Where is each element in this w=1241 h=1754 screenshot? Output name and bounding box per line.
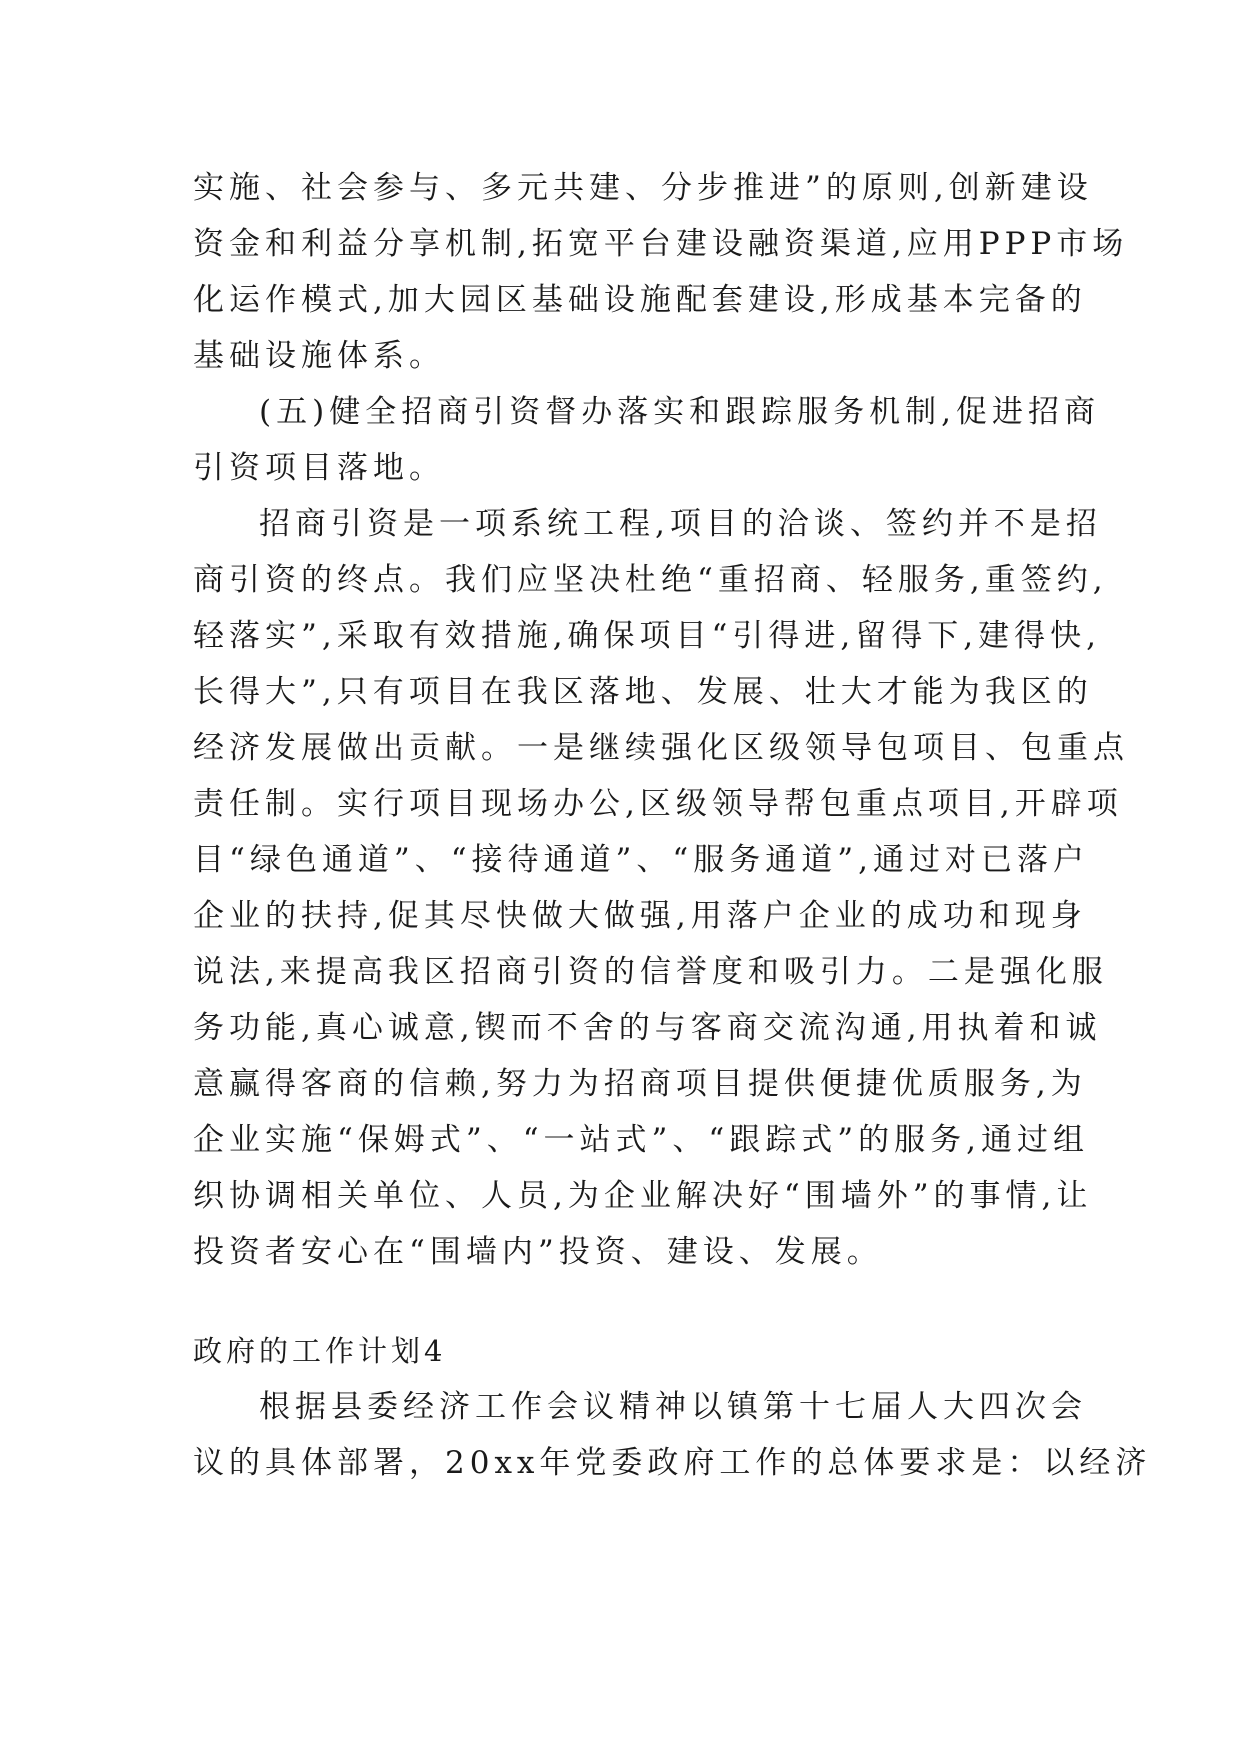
text-line: 意赢得客商的信赖,努力为招商项目提供便捷优质服务,为: [193, 1066, 1087, 1102]
text-line: 引资项目落地。: [193, 450, 445, 486]
paragraph-infrastructure: [193, 160, 1129, 384]
text-line: 资金和利益分享机制,拓宽平台建设融资渠道,应用PPP市场: [193, 226, 1129, 262]
section-heading: 政府的工作计划4: [193, 1334, 447, 1368]
text-line: 根据县委经济工作会议精神以镇第十七届人大四次会: [259, 1389, 1087, 1425]
text-line: 化运作模式,加大园区基础设施配套建设,形成基本完备的: [193, 282, 1087, 318]
text-line: 说法,来提高我区招商引资的信誉度和吸引力。二是强化服: [193, 954, 1108, 990]
text-line: 实施、社会参与、多元共建、分步推进”的原则,创新建设: [193, 170, 1093, 206]
text-line: 企业的扶持,促其尽快做大做强,用落户企业的成功和现身: [193, 898, 1087, 934]
text-line: 织协调相关单位、人员,为企业解决好“围墙外”的事情,让: [193, 1178, 1093, 1214]
text-line: (五)健全招商引资督办落实和跟踪服务机制,促进招商: [259, 394, 1101, 430]
text-line: 基础设施体系。: [193, 338, 445, 374]
text-line: 商引资的终点。我们应坚决杜绝“重招商、轻服务,重签约,: [193, 562, 1108, 598]
text-line: 招商引资是一项系统工程,项目的洽谈、签约并不是招: [259, 506, 1102, 542]
text-line: 企业实施“保姆式”、“一站式”、“跟踪式”的服务,通过组: [193, 1122, 1089, 1158]
text-line: 轻落实”,采取有效措施,确保项目“引得进,留得下,建得快,: [193, 618, 1101, 654]
text-line: 投资者安心在“围墙内”投资、建设、发展。: [193, 1234, 883, 1270]
text-line: 责任制。实行项目现场办公,区级领导帮包重点项目,开辟项: [193, 786, 1123, 822]
text-line: 议的具体部署，20xx年党委政府工作的总体要求是：以经济: [193, 1445, 1152, 1481]
paragraph-investment: [193, 496, 1129, 1280]
text-line: 务功能,真心诚意,锲而不舍的与客商交流沟通,用执着和诚: [193, 1010, 1102, 1046]
section-gap: [193, 1280, 1053, 1323]
text-line: 目“绿色通道”、“接待通道”、“服务通道”,通过对已落户: [193, 842, 1089, 878]
paragraph-work-plan: [193, 1379, 1152, 1491]
text-line: 经济发展做出贡献。一是继续强化区级领导包项目、包重点: [193, 730, 1129, 766]
text-line: 长得大”,只有项目在我区落地、发展、壮大才能为我区的: [193, 674, 1093, 710]
paragraph-item-five: [193, 384, 1101, 496]
document-body: [193, 160, 1152, 1491]
